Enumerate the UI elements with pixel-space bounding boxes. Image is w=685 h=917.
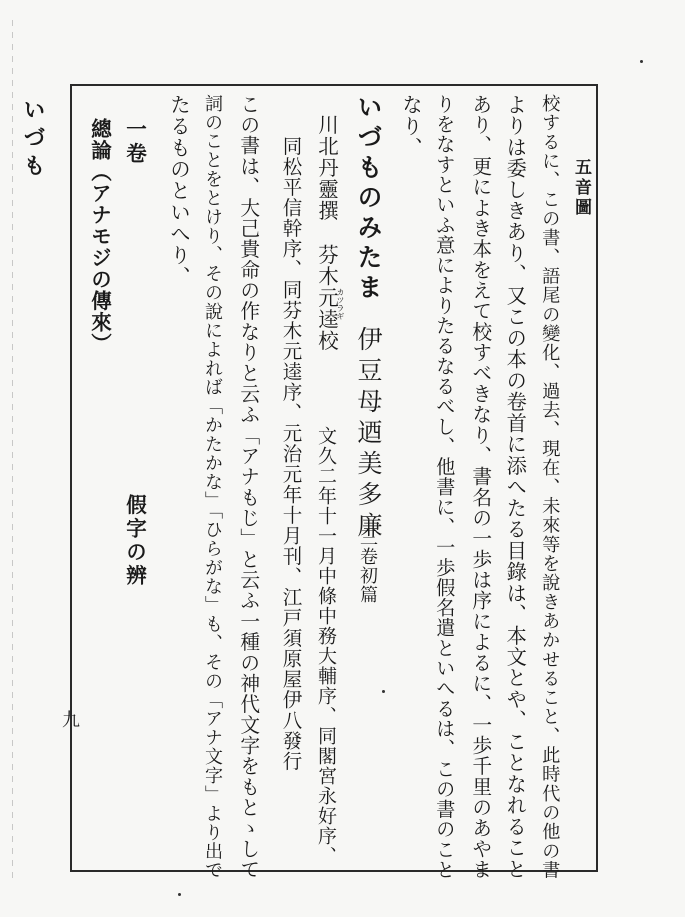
entry-preface-1: 文久二年十一月中條中務大輔序、同閣宮永好序、 (315, 426, 337, 866)
scan-speck (382, 690, 385, 693)
subchapter-heading: 假字の辨 (122, 494, 147, 588)
para2-line2: 詞のことをとけり、その說によれば「かたかな」「ひらがな」も、その「アナ文字」より出で (202, 94, 224, 880)
chapter-heading: 總論（アナモジの傳來） (87, 118, 112, 355)
entry-editor: 芬木元逵校 (314, 244, 339, 352)
running-title: いづも (20, 98, 46, 182)
scan-speck (640, 60, 643, 63)
volume-label: 一卷 (122, 118, 147, 167)
para2-line3: たるものといへり、 (166, 94, 191, 288)
page-edge-shadow (12, 20, 13, 880)
page-number: 九 (62, 710, 80, 731)
para1-line3: あり、更によき本をえて校すべきなり、書名の一歩は序によるに、一歩千里のあやま (468, 94, 492, 880)
para1-line2: よりは委しきあり、又この本の卷首に添へたる目錄は、本文とや、ことなれること (503, 94, 528, 880)
entry-title: いづものみたま (354, 94, 383, 304)
para1-line1: 校するに、この書、語尾の變化、過去、現在、未來等を說きあかせること、此時代の他の書 (539, 94, 561, 880)
para1-line5: なり、 (398, 94, 423, 159)
entry-compiler: 川北丹靈撰 (314, 114, 339, 222)
entry-volumes: 三卷初篇 (357, 528, 378, 604)
entry-ruby: カツラギ (336, 288, 345, 320)
entry-author: 伊豆母迺美多廉 (354, 326, 383, 543)
section-label: 五音圖 (571, 158, 591, 218)
para2-line1: この書は、大己貴命の作なりと云ふ「アナもじ」と云ふ一種の神代文字をもとゝして (236, 94, 260, 880)
entry-preface-2: 同松平信幹序、同芬木元逵序、元治元年十月刊、江戸須原屋伊八發行 (279, 136, 303, 772)
scan-speck (178, 893, 181, 896)
para1-line4: りをなすといふ意によりたるなるべし、他書に、一歩假名遣といへるは、この書のこと (433, 94, 457, 880)
